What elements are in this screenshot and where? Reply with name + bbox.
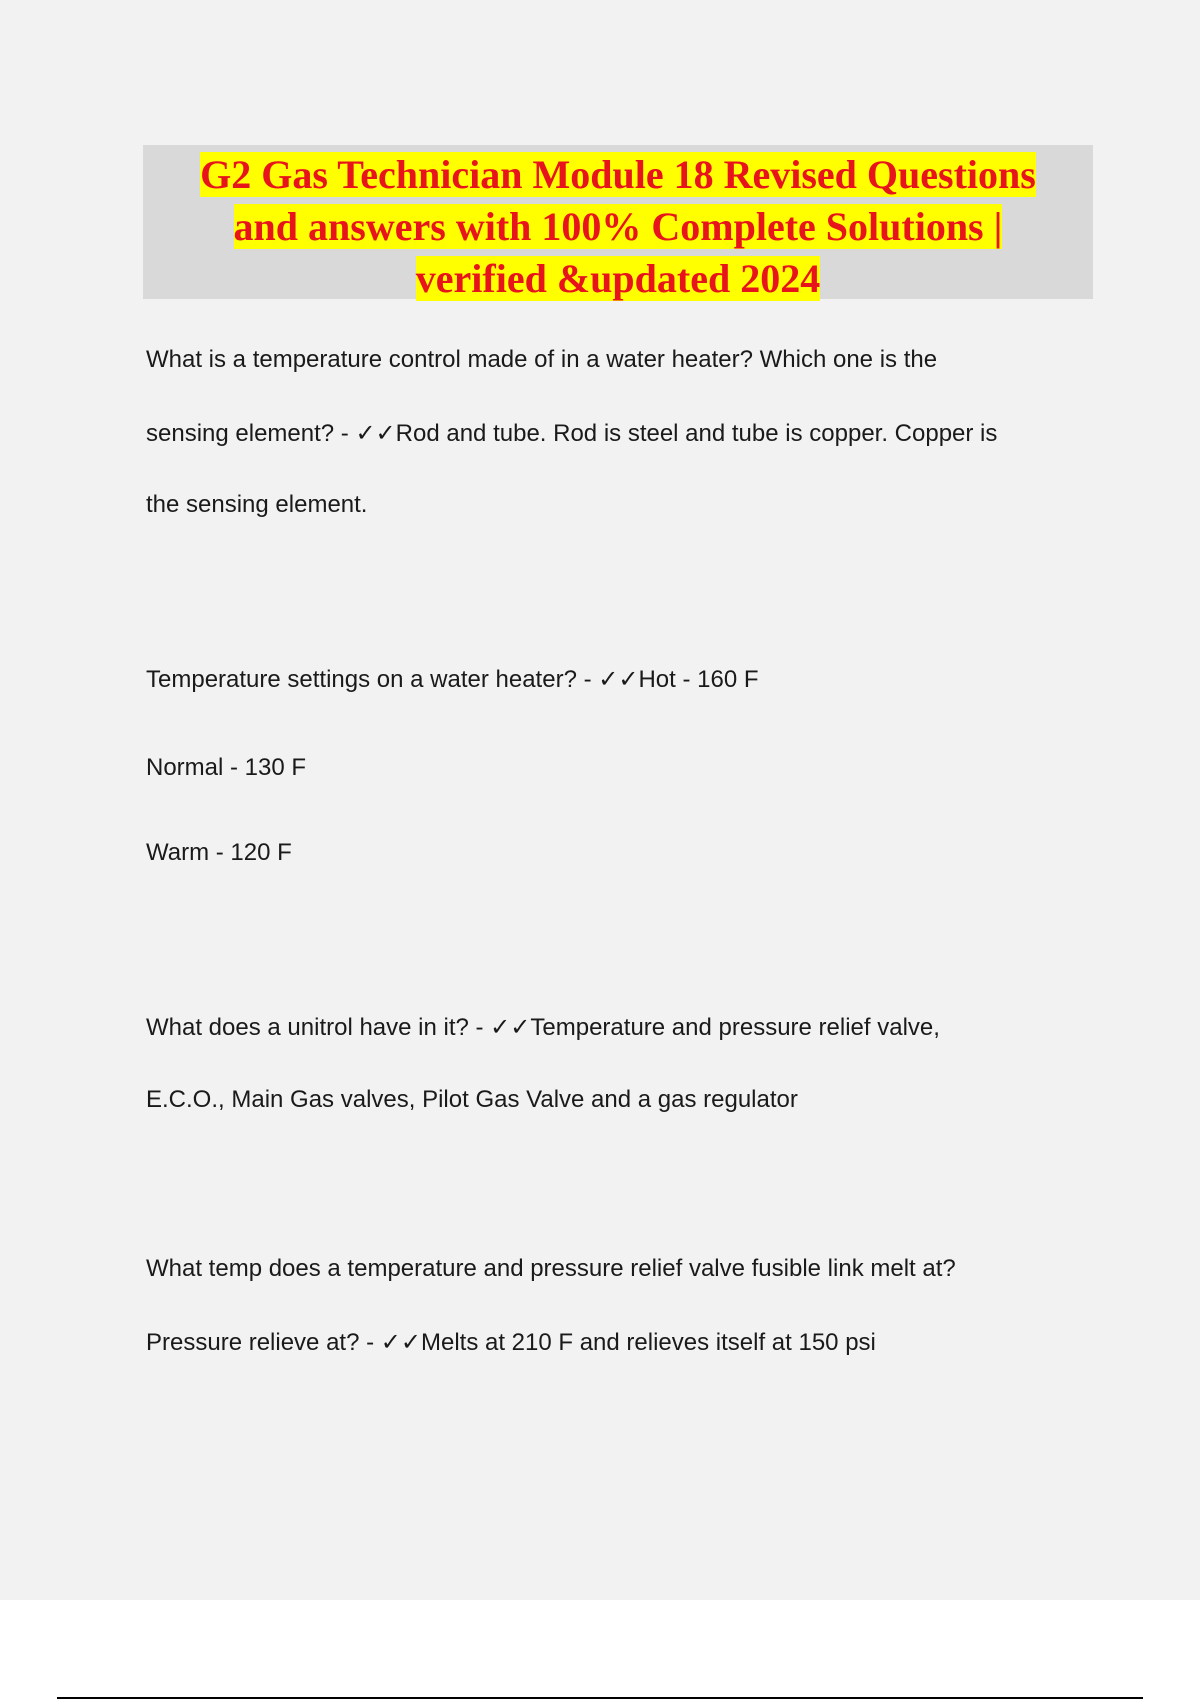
qa-3-answer-line: E.C.O., Main Gas valves, Pilot Gas Valve and a gas regulator: [146, 1086, 798, 1113]
qa-1-question-line-1: What is a temperature control made of in a water heater? Which one is the: [146, 346, 938, 373]
footer-divider: [57, 1697, 1143, 1699]
qa-2-answer-line-1: Normal - 130 F: [146, 754, 307, 781]
qa-1-answer-line-2: the sensing element.: [146, 491, 368, 518]
title-line-3: verified &updated 2024: [415, 256, 821, 301]
title-banner: [143, 145, 1093, 299]
qa-2-question-line: Temperature settings on a water heater? - ✓✓Hot - 160 F: [146, 666, 759, 693]
qa-4-question-line-1: What temp does a temperature and pressure relief valve fusible link melt at?: [146, 1255, 956, 1282]
qa-1-answer-line-1: sensing element? - ✓✓Rod and tube. Rod is steel and tube is copper. Copper is: [146, 420, 998, 447]
title-line-2: and answers with 100% Complete Solutions |: [233, 204, 1003, 249]
qa-4-question-line-2: Pressure relieve at? - ✓✓Melts at 210 F and relieves itself at 150 psi: [146, 1329, 876, 1356]
qa-2-answer-line-2: Warm - 120 F: [146, 839, 292, 866]
qa-3-question-line: What does a unitrol have in it? - ✓✓Temperature and pressure relief valve,: [146, 1014, 940, 1041]
title-line-1: G2 Gas Technician Module 18 Revised Questions: [200, 152, 1036, 197]
